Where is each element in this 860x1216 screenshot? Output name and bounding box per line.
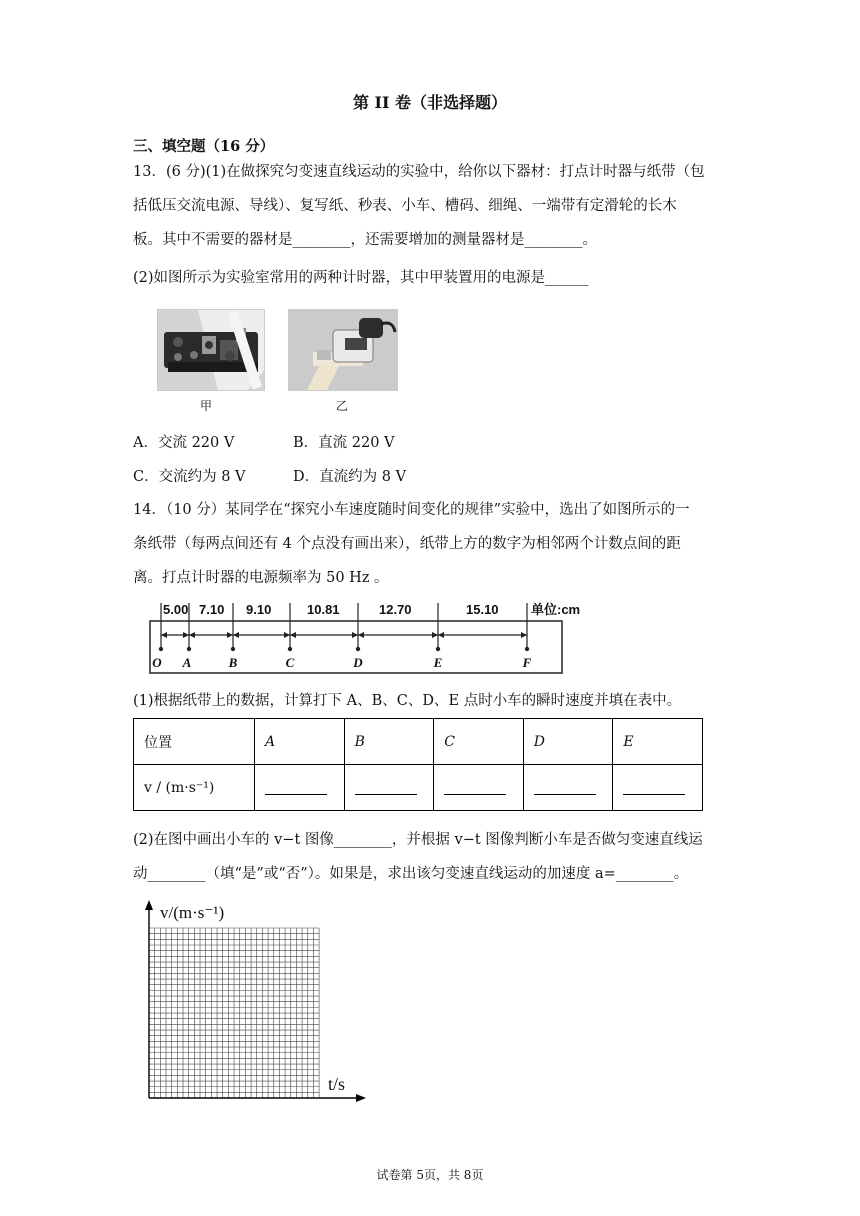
tape-point-F: F: [522, 655, 532, 670]
table-col-B: B: [344, 719, 434, 765]
table-col-A: A: [255, 719, 345, 765]
table-col-E: E: [613, 719, 703, 765]
q14-text-line2: 条纸带（每两点间还有 4 个点没有画出来），纸带上方的数字为相邻两个计数点间的距: [133, 536, 681, 552]
q14-part1: (1)根据纸带上的数据，计算打下 A、B、C、D、E 点时小车的瞬时速度并填在表中。: [133, 693, 682, 709]
table-header-position: 位置: [134, 719, 255, 765]
tape-distance-4: 12.70: [379, 602, 412, 617]
q13-text-line2: 括低压交流电源、导线）、复写纸、秒表、小车、槽码、细绳、一端带有定滑轮的长木: [133, 198, 677, 214]
q14-part2-line1: (2)在图中画出小车的 v−t 图像________，并根据 v−t 图像判断小车是否做匀变速直线运: [133, 832, 703, 848]
paper-tape-diagram: [145, 597, 581, 677]
section-heading: 三、填空题（16 分）: [133, 138, 275, 155]
table-col-D: D: [523, 719, 613, 765]
table-blank-C[interactable]: [434, 765, 524, 811]
tape-unit: 单位:cm: [531, 602, 581, 617]
tape-distance-2: 9.10: [246, 602, 272, 617]
table-col-C: C: [434, 719, 524, 765]
tape-point-E: E: [433, 655, 443, 670]
tape-distance-1: 7.10: [199, 602, 225, 617]
q13-text-line3: 板。其中不需要的器材是________，还需要增加的测量器材是________。: [133, 232, 597, 248]
caption-yi: 乙: [336, 399, 349, 413]
table-blank-D[interactable]: [523, 765, 613, 811]
timer-photo-b: [288, 309, 398, 391]
option-a: A．交流 220 V: [133, 435, 235, 451]
graph-x-label: t/s: [328, 1074, 346, 1094]
option-b: B．直流 220 V: [293, 435, 395, 451]
velocity-table: [133, 718, 703, 811]
table-row: [134, 765, 703, 811]
tape-point-A: A: [182, 655, 192, 670]
q14-text-line3: 离。打点计时器的电源频率为 50 Hz 。: [133, 570, 389, 586]
table-row-label-velocity: v / (m·s⁻¹): [134, 765, 255, 811]
table-blank-A[interactable]: [255, 765, 345, 811]
tape-point-B: B: [228, 655, 238, 670]
page-title: 第 II 卷（非选择题）: [352, 93, 508, 112]
table-blank-E[interactable]: [613, 765, 703, 811]
timer-photo-a: [157, 309, 265, 391]
q13-text-line1: 13．(6 分)(1)在做探究匀变速直线运动的实验中，给你以下器材：打点计时器与纸带（包: [133, 164, 705, 180]
q13-text-line4: (2)如图所示为实验室常用的两种计时器，其中甲装置用的电源是______: [133, 270, 589, 286]
table-row: [134, 719, 703, 765]
option-c: C．交流约为 8 V: [133, 469, 246, 485]
q14-text-line1: 14．（10 分）某同学在“探究小车速度随时间变化的规律”实验中，选出了如图所示的一: [133, 502, 690, 518]
tape-point-O: O: [152, 655, 162, 670]
tape-distance-3: 10.81: [307, 602, 340, 617]
vt-graph-grid: [138, 898, 373, 1108]
tape-point-D: D: [353, 655, 363, 670]
graph-y-label: v/(m·s⁻¹): [160, 903, 225, 922]
tape-point-C: C: [285, 655, 295, 670]
q14-part2-line2: 动________（填“是”或“否”）。如果是，求出该匀变速直线运动的加速度 a=________。: [133, 866, 689, 882]
page-footer: 试卷第 5页，共 8页: [376, 1168, 484, 1182]
tape-distance-0: 5.00: [163, 602, 189, 617]
caption-jia: 甲: [200, 399, 213, 413]
tape-distance-5: 15.10: [466, 602, 499, 617]
table-blank-B[interactable]: [344, 765, 434, 811]
option-d: D．直流约为 8 V: [293, 469, 407, 485]
